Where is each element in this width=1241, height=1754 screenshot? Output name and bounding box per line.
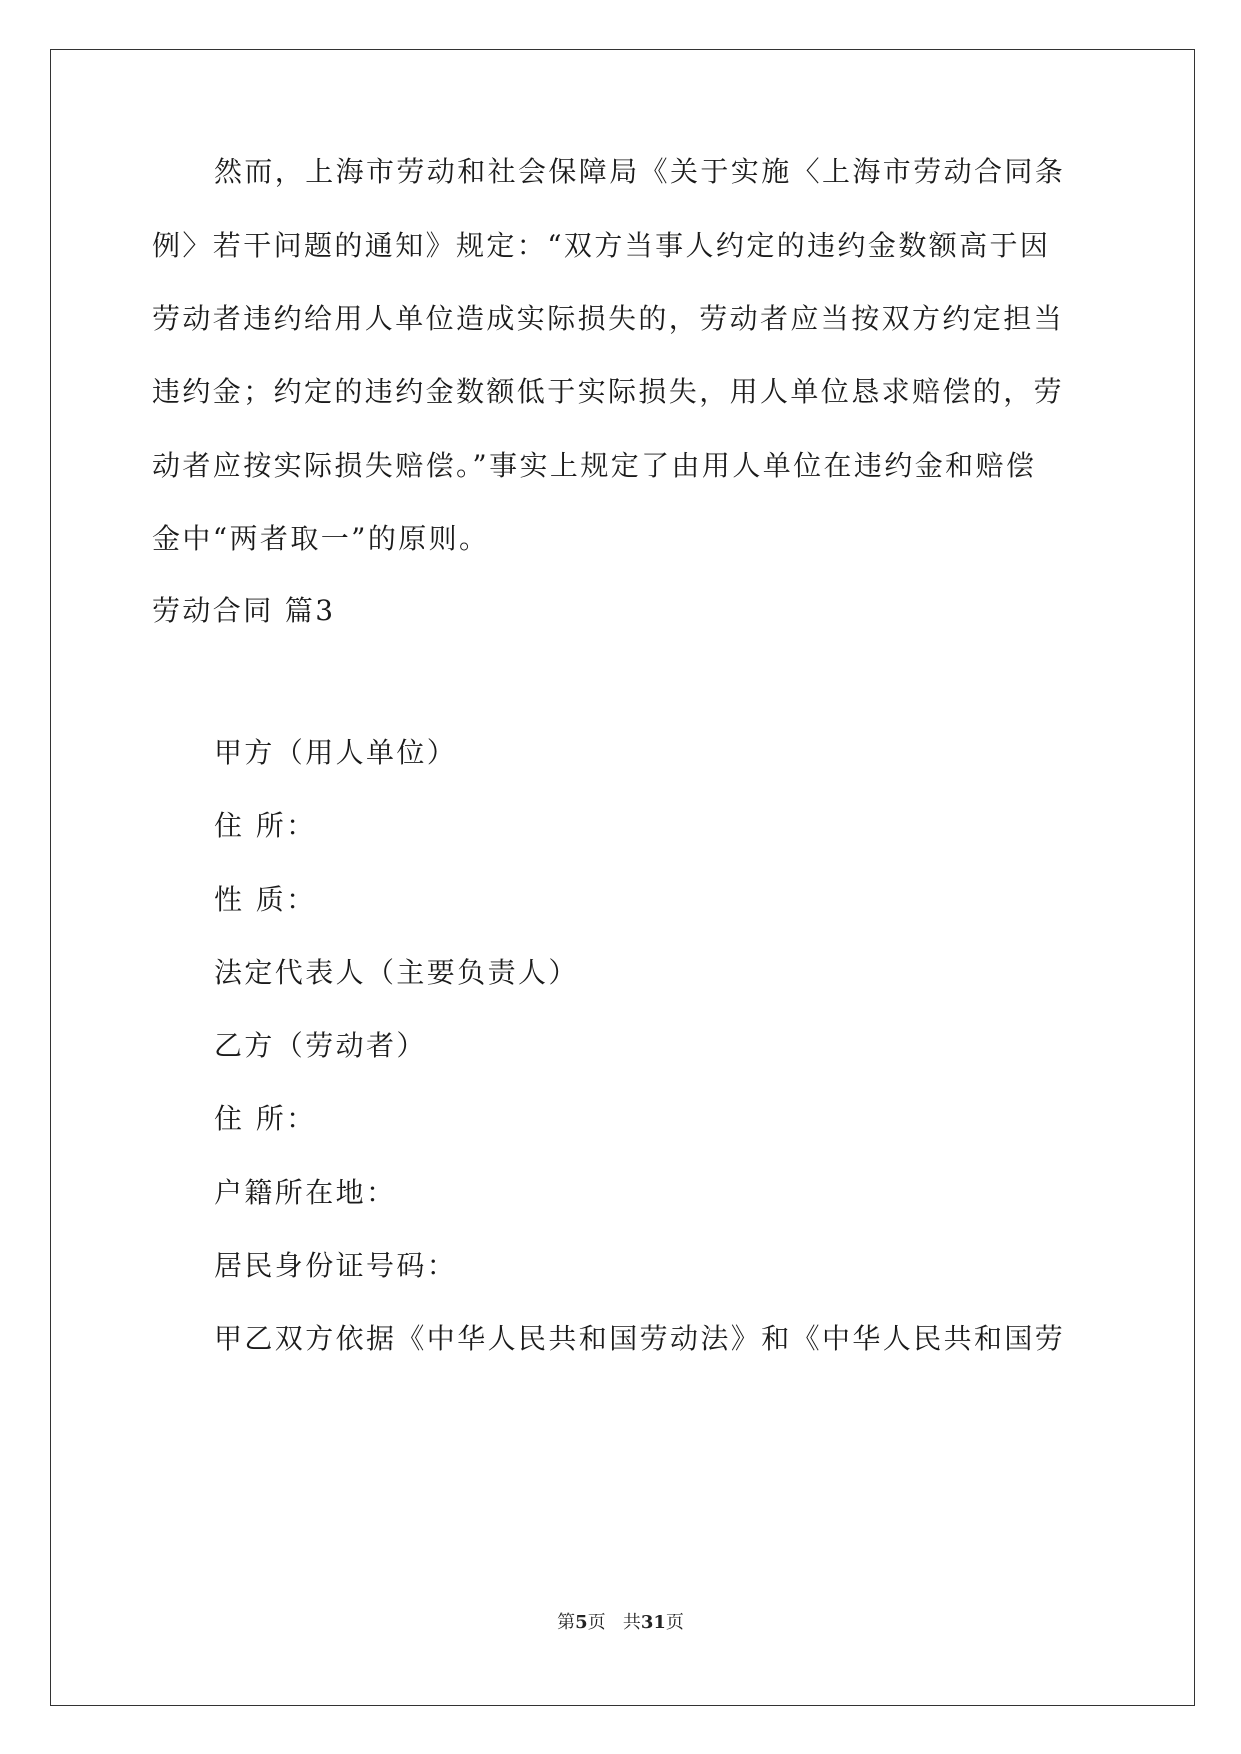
- paragraph-line: 动者应按实际损失赔偿。”事实上规定了由用人单位在违约金和赔偿: [152, 449, 1037, 482]
- footer-total-prefix: 共: [622, 1612, 641, 1633]
- field-legal-rep: 法定代表人（主要负责人）: [214, 956, 579, 989]
- paragraph-line: 违约金；约定的违约金数额低于实际损失，用人单位恳求赔偿的，劳: [152, 375, 1065, 408]
- footer-page-suffix: 页: [587, 1612, 606, 1633]
- paragraph-line: 甲乙双方依据《中华人民共和国劳动法》和《中华人民共和国劳: [214, 1322, 1066, 1355]
- page-border: [50, 49, 1195, 1706]
- field-household-registration: 户籍所在地：: [214, 1176, 397, 1209]
- field-nature: 性 质：: [214, 883, 317, 916]
- paragraph-line: 例〉若干问题的通知》规定：“双方当事人约定的违约金数额高于因: [152, 229, 1051, 262]
- footer-total-suffix: 页: [665, 1612, 684, 1633]
- footer-prefix: 第: [557, 1612, 576, 1633]
- page-footer: [0, 1611, 1241, 1635]
- footer-total-pages: 31: [640, 1612, 666, 1633]
- field-address-a: 住 所：: [214, 809, 317, 842]
- paragraph-line: 金中“两者取一”的原则。: [152, 522, 490, 555]
- section-heading: 劳动合同 篇3: [152, 594, 336, 627]
- field-id-number: 居民身份证号码：: [214, 1249, 458, 1282]
- paragraph-line: 劳动者违约给用人单位造成实际损失的，劳动者应当按双方约定担当: [152, 302, 1065, 335]
- paragraph-line: 然而，上海市劳动和社会保障局《关于实施〈上海市劳动合同条: [214, 155, 1066, 188]
- field-party-a: 甲方（用人单位）: [214, 736, 458, 769]
- field-address-b: 住 所：: [214, 1102, 317, 1135]
- field-party-b: 乙方（劳动者）: [214, 1029, 427, 1062]
- footer-page-number: 5: [575, 1612, 588, 1633]
